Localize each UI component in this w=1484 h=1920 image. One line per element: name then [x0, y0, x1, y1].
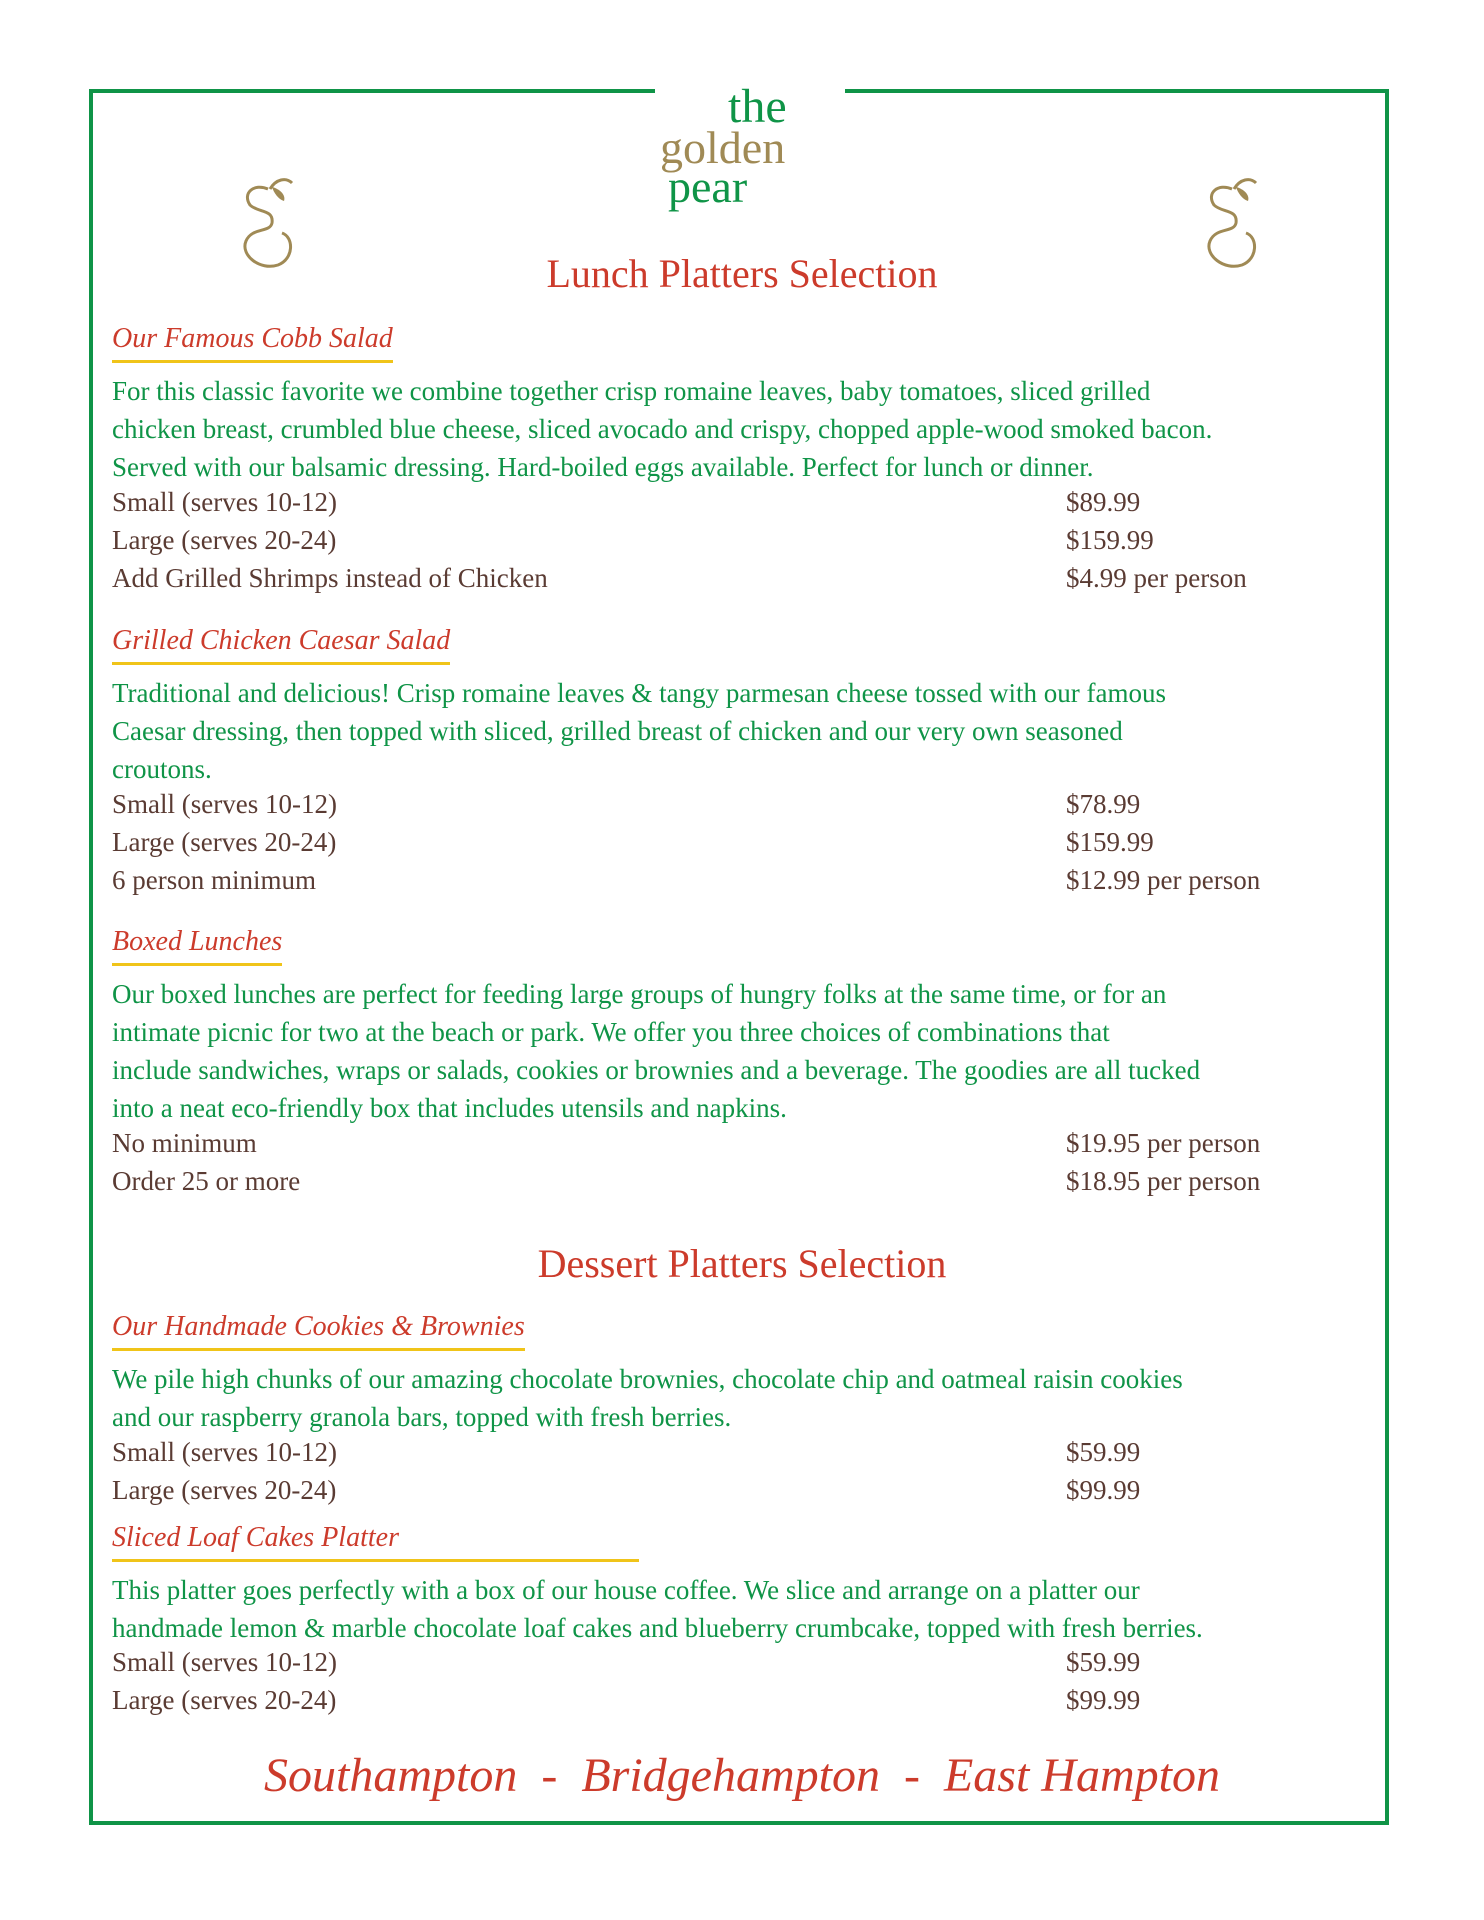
price-row: Large (serves 20-24) $159.99: [112, 827, 1154, 857]
item-desc-cobb-salad: For this classic favorite we combine together crisp romaine leaves, baby tomatoes, sliced grilled chicken breast, crumbled blue cheese, sliced avocado and crispy, chopped apple-wood smoked bacon. Served with our balsamic dressing. Hard-boiled eggs available. Perfect for lunch or dinner.: [112, 376, 1213, 482]
logo-word-golden: golden: [660, 122, 786, 173]
golden-pear-logo: [660, 70, 840, 220]
price-row: Order 25 or more $18.95 per person: [112, 1166, 1261, 1196]
price-row: Large (serves 20-24) $159.99: [112, 525, 1154, 555]
locations-footer: Southampton - Bridgehampton - East Hampton: [264, 1749, 1220, 1802]
item-desc-caesar-salad: Traditional and delicious! Crisp romaine leaves & tangy parmesan cheese tossed with our famous Caesar dressing, then topped with sliced, grilled breast of chicken and our very own seasoned croutons.: [112, 678, 1167, 784]
item-title-cookies-brownies: Our Handmade Cookies & Brownies: [112, 1310, 525, 1351]
price-row: Large (serves 20-24) $99.99: [112, 1475, 1141, 1505]
price-row: Large (serves 20-24) $99.99: [112, 1685, 1141, 1715]
price-row: Add Grilled Shrimps instead of Chicken $4.99 per person: [112, 563, 1247, 593]
price-row: Small (serves 10-12) $59.99: [112, 1437, 1141, 1467]
price-row: 6 person minimum $12.99 per person: [112, 865, 1261, 895]
item-title-boxed-lunches: Boxed Lunches: [112, 925, 282, 966]
price-row: Small (serves 10-12) $78.99: [112, 789, 1141, 819]
item-title-cobb-salad: Our Famous Cobb Salad: [112, 322, 393, 363]
price-row: No minimum $19.95 per person: [112, 1128, 1261, 1158]
logo-word-pear: pear: [668, 161, 748, 212]
price-row: Small (serves 10-12) $89.99: [112, 487, 1141, 517]
dessert-section-title: Dessert Platters Selection: [537, 1241, 947, 1286]
logo-word-the: the: [728, 80, 787, 133]
item-title-caesar-salad: Grilled Chicken Caesar Salad: [112, 624, 450, 665]
item-desc-loaf-cakes: This platter goes perfectly with a box of our house coffee. We slice and arrange on a platter our handmade lemon & marble chocolate loaf cakes and blueberry crumbcake, topped with fresh berries.: [112, 1575, 1203, 1643]
price-row: Small (serves 10-12) $59.99: [112, 1647, 1141, 1677]
item-title-loaf-cakes: Sliced Loaf Cakes Platter: [112, 1521, 639, 1562]
lunch-section-title: Lunch Platters Selection: [546, 251, 938, 296]
item-desc-boxed-lunches: Our boxed lunches are perfect for feeding large groups of hungry folks at the same time, or for an intimate picnic for two at the beach or park. We offer you three choices of combinations that include sandwiches, wraps or salads, cookies or brownies and a beverage. The goodies are all tucked into a neat eco-friendly box that includes utensils and napkins.: [112, 979, 1201, 1123]
item-desc-cookies-brownies: We pile high chunks of our amazing chocolate brownies, chocolate chip and oatmeal raisin cookies and our raspberry granola bars, topped with fresh berries.: [112, 1364, 1183, 1432]
